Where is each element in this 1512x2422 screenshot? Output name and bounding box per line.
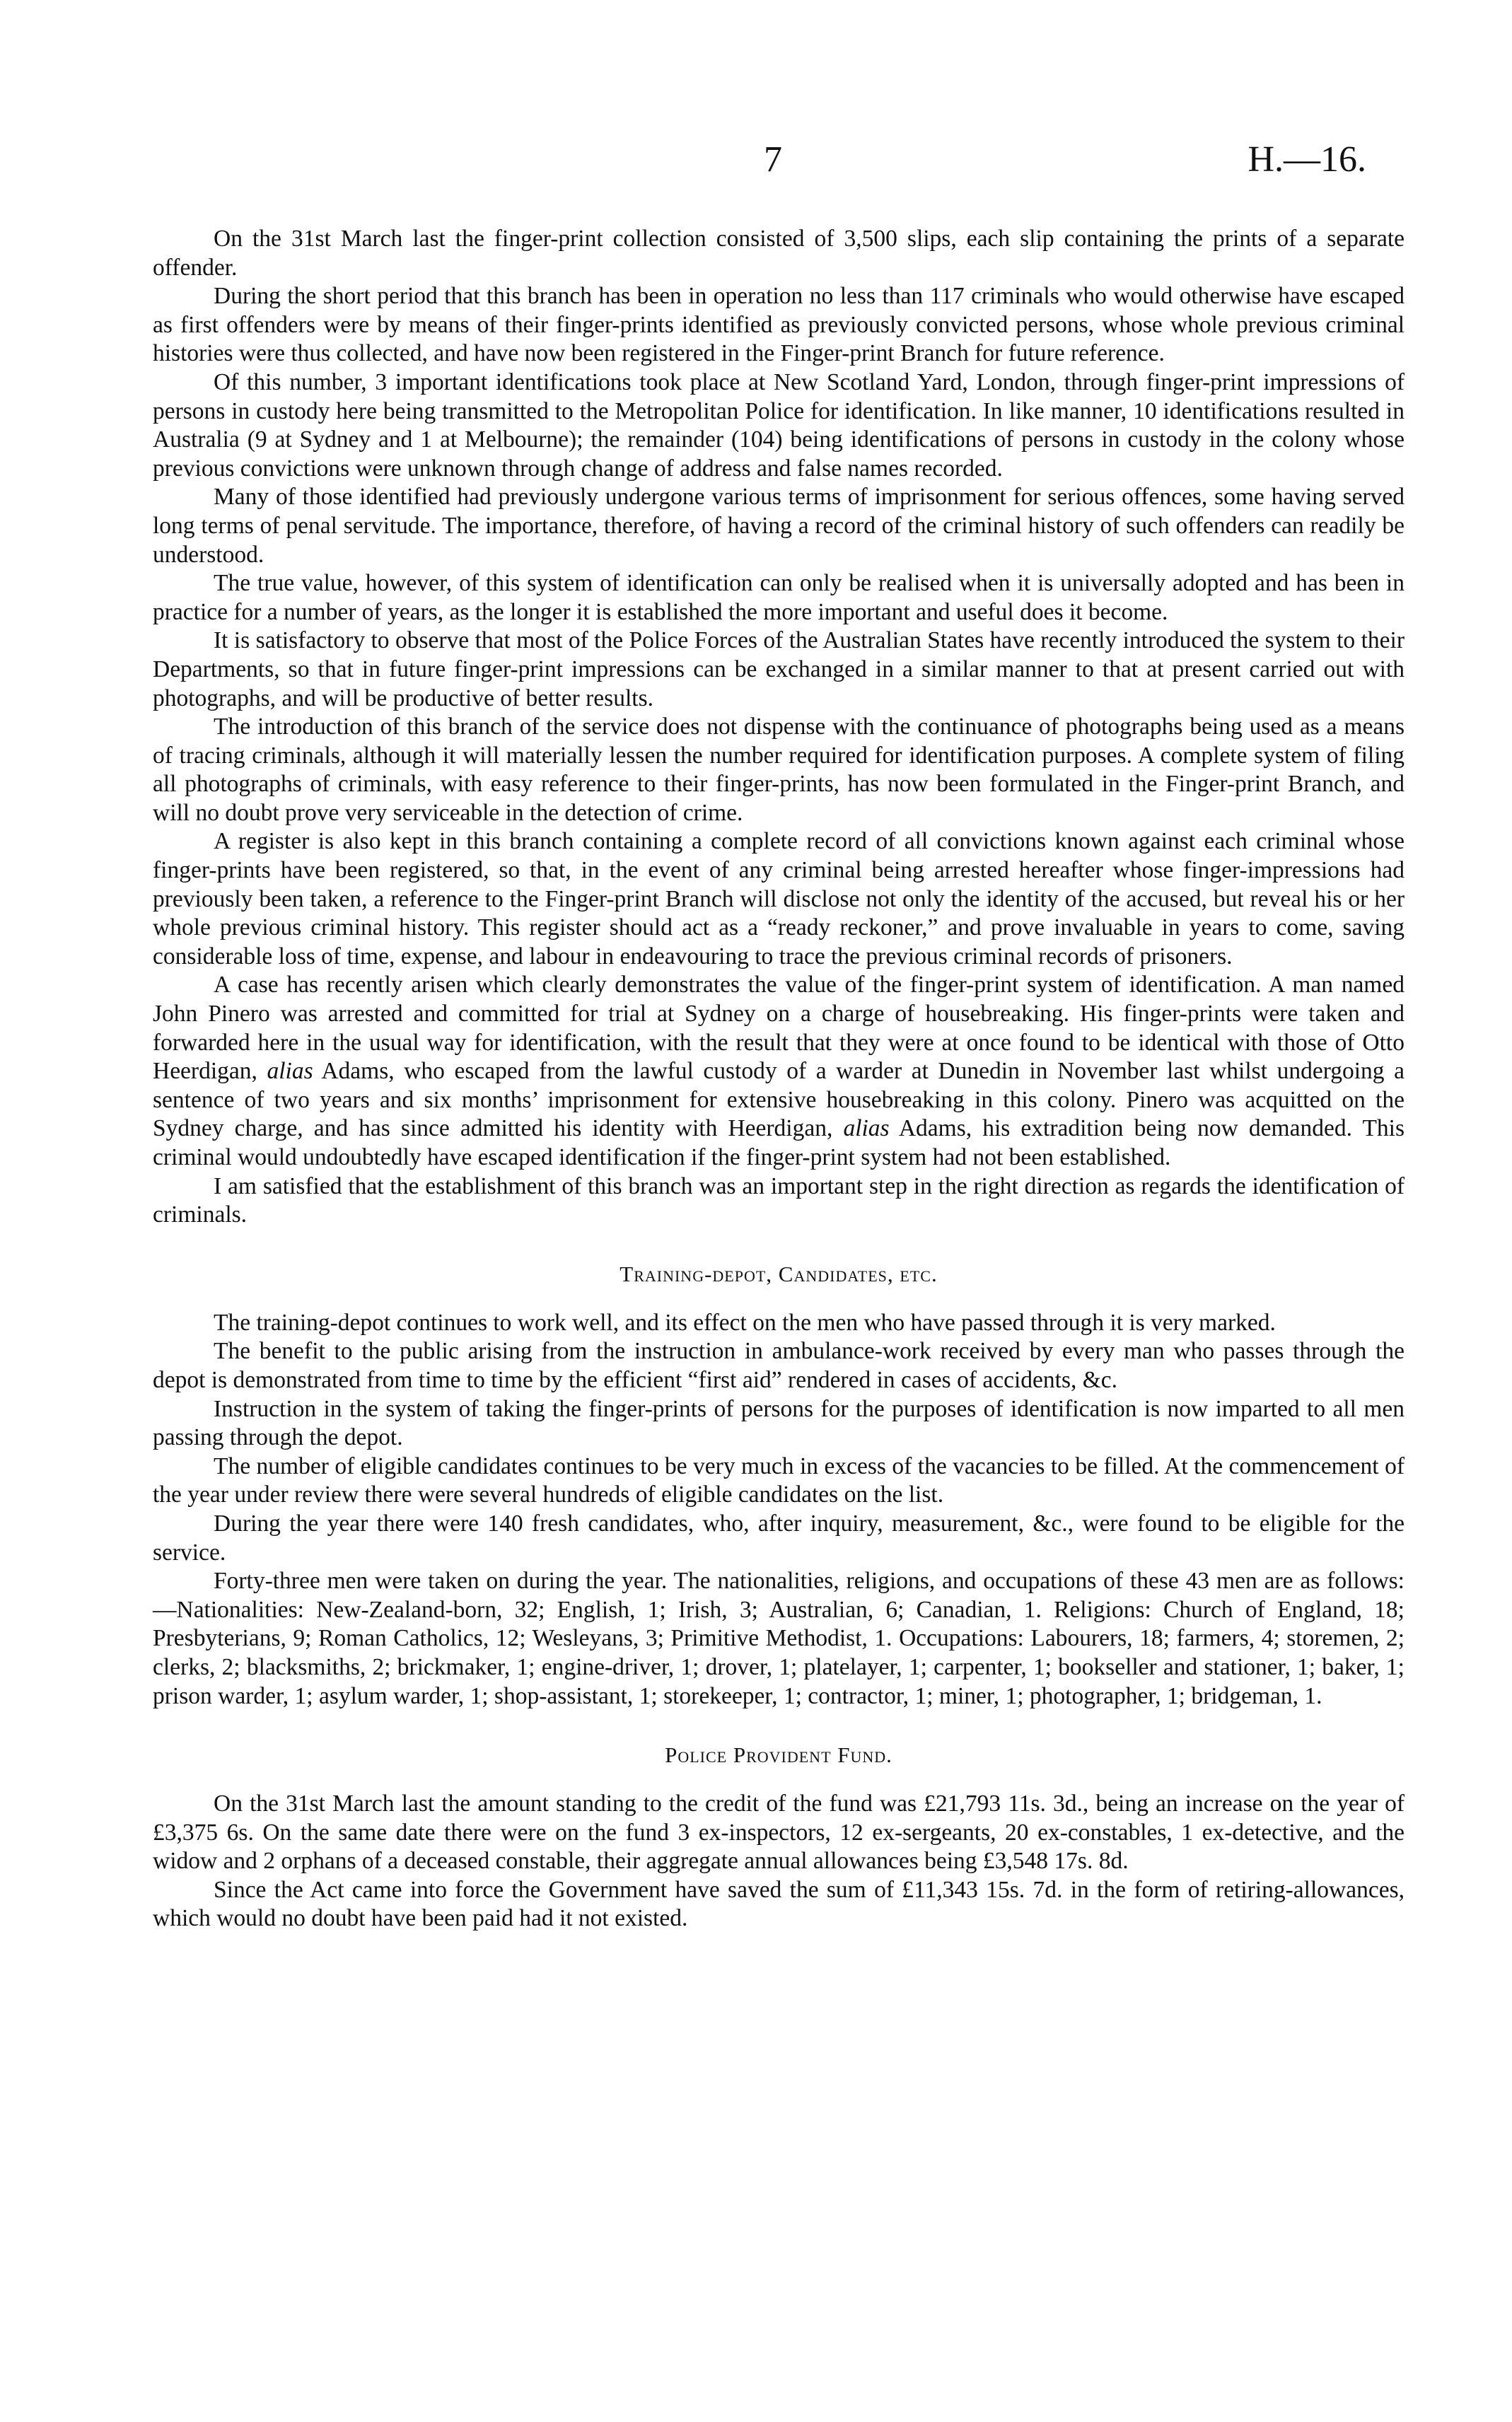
paragraph: During the year there were 140 fresh candidates, who, after inquiry, measurement, &c., were found to be eligible for the service. <box>153 1510 1405 1566</box>
training-depot-section <box>153 1261 1405 1711</box>
document-body <box>153 225 1405 1933</box>
alias-italic: alias <box>267 1058 313 1085</box>
paragraph: I am satisfied that the establishment of this branch was an important step in the right direction as regards the identification of criminals. <box>153 1172 1405 1228</box>
paragraph: The training-depot continues to work well, and its effect on the men who have passed through it is very marked. <box>214 1309 1276 1336</box>
paragraph: Since the Act came into force the Government have saved the sum of £11,343 15s. 7d. in the form of retiring-allowances, which would no doubt have been paid had it not existed. <box>153 1876 1405 1932</box>
paragraph: On the 31st March last the finger-print collection consisted of 3,500 slips, each slip containing the prints of a separate offender. <box>153 226 1405 281</box>
paragraph: Of this number, 3 important identifications took place at New Scotland Yard, London, through finger-print impressions of persons in custody here being transmitted to the Metropolitan Police for identification. In like manner, 10 identifications resulted in Australia (9 at Sydney and 1 at Melbourne); the remainder (104) being identifications of persons in custody in the colony whose previous convictions were unknown through change of address and false names recorded. <box>153 368 1405 482</box>
document-reference: H.—16. <box>1248 139 1366 180</box>
paragraph <box>153 971 1405 1172</box>
paragraph: On the 31st March last the amount standing to the credit of the fund was £21,793 11s. 3d., being an increase on the year of £3,375 6s. On the same date there were on the fund 3 ex-inspectors, 12 ex-sergeants, 20 ex-constables, 1 ex-detective, and the widow and 2 orphans of a deceased constable, their aggregate annual allowances being £3,548 17s. 8d. <box>153 1791 1405 1875</box>
page-header <box>0 139 1512 188</box>
finger-print-section <box>153 225 1405 1230</box>
paragraph: Forty-three men were taken on during the year. The nationalities, religions, and occupations of these 43 men are as follows:—Nationalities: New-Zealand-born, 32; English, 1; Irish, 3; Australian, 6; Canadian, 1. Religions: Church of England, 18; Presbyterians, 9; Roman Catholics, 12; Wesleyans, 3; Primitive Methodist, 1. Occupations: Labourers, 18; farmers, 4; storemen, 2; clerks, 2; blacksmiths, 2; brickmaker, 1; engine-driver, 1; drover, 1; platelayer, 1; carpenter, 1; bookseller and stationer, 1; baker, 1; prison warder, 1; asylum warder, 1; shop-assistant, 1; storekeeper, 1; contractor, 1; miner, 1; photographer, 1; bridgeman, 1. <box>153 1568 1405 1709</box>
paragraph-text: A case has recently arisen which clearly demonstrates the value of the finger-print system of identification. A man named John Pinero was arrested and committed for trial at Sydney on a charge of housebreaking. His finger-prints were taken and forwarded here in the usual way for identification, with the result that they were at once found to be identical with those of Otto Heerdigan, <box>153 972 1405 1085</box>
section-heading: Police Provident Fund. <box>665 1742 892 1768</box>
paragraph: A register is also kept in this branch containing a complete record of all convictions known against each criminal whose finger-prints have been registered, so that, in the event of any criminal being arrested hereafter whose finger-impressions had previously been taken, a reference to the Finger-print Branch will disclose not only the identity of the accused, but reveal his or her whole previous criminal history. This register should act as a “ready reckoner,” and prove invaluable in years to come, saving considerable loss of time, expense, and labour in endeavouring to trace the previous criminal records of prisoners. <box>153 828 1405 970</box>
paragraph: The number of eligible candidates continues to be very much in excess of the vacancies to be filled. At the commencement of the year under review there were several hundreds of eligible candidates on the list. <box>153 1452 1405 1508</box>
paragraph: Instruction in the system of taking the finger-prints of persons for the purposes of identification is now imparted to all men passing through the depot. <box>153 1395 1405 1451</box>
paragraph: The introduction of this branch of the service does not dispense with the continuance of photographs being used as a means of tracing criminals, although it will materially lessen the number required for identification purposes. A complete system of filing all photographs of criminals, with easy reference to their finger-prints, has now been formulated in the Finger-print Branch, and will no doubt prove very serviceable in the detection of crime. <box>153 714 1405 826</box>
paragraph: During the short period that this branch has been in operation no less than 117 criminals who would otherwise have escaped as first offenders were by means of their finger-prints identified as previously convicted persons, whose whole previous criminal histories were thus collected, and have now been registered in the Finger-print Branch for future reference. <box>153 283 1405 367</box>
paragraph: It is satisfactory to observe that most of the Police Forces of the Australian States have recently introduced the system to their Departments, so that in future finger-print impressions can be exchanged in a similar manner to that at present carried out with photographs, and will be productive of better results. <box>153 627 1405 711</box>
alias-italic: alias <box>843 1115 890 1142</box>
section-heading: Training-depot, Candidates, etc. <box>620 1261 938 1286</box>
paragraph: The benefit to the public arising from the instruction in ambulance-work received by every man who passes through the depot is demonstrated from time to time by the efficient “first aid” rendered in cases of accidents, &c. <box>153 1338 1405 1393</box>
page-number: 7 <box>764 139 782 180</box>
paragraph-text: Adams, who escaped from the lawful custody of a warder at Dunedin in November last whilst undergoing a sentence of two years and six months’ imprisonment for extensive housebreaking in this colony. Pinero was acquitted on the Sydney charge, and has since admitted his identity with Heerdigan, <box>153 1058 1405 1142</box>
provident-fund-section <box>153 1742 1405 1933</box>
paragraph: The true value, however, of this system of identification can only be realised when it is universally adopted and has been in practice for a number of years, as the longer it is established the more important and useful does it become. <box>153 570 1405 625</box>
paragraph-text: Adams, his extradition being now demanded. This criminal would undoubtedly have escaped identification if the finger-print system had not been established. <box>153 1115 1405 1170</box>
paragraph: Many of those identified had previously undergone various terms of imprisonment for serious offences, some having served long terms of penal servitude. The importance, therefore, of having a record of the criminal history of such offenders can readily be understood. <box>153 484 1405 568</box>
